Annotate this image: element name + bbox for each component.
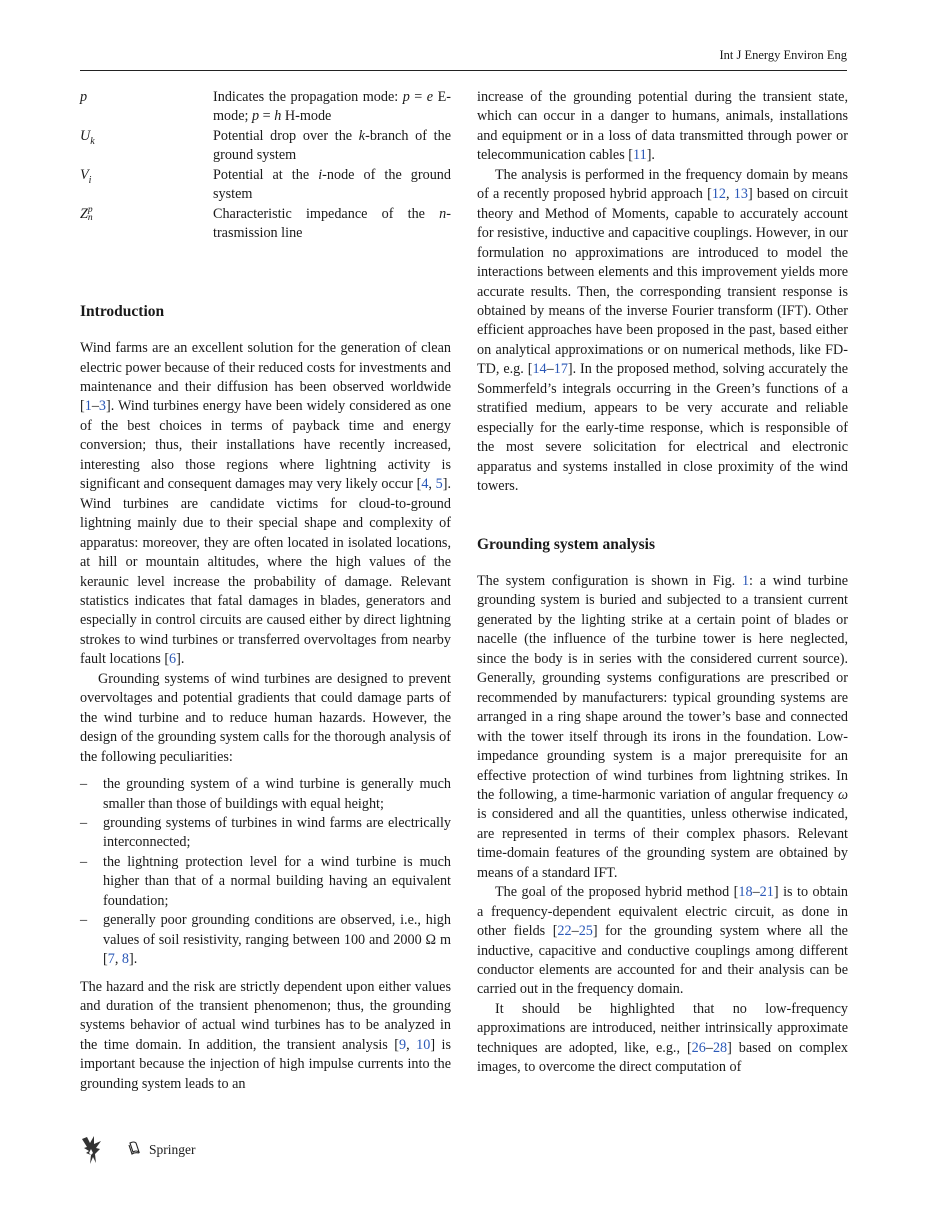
citation-link[interactable]: 3 xyxy=(98,398,107,415)
symbol-desc: Indicates the propagation mode: p = e E-mode; p = h H-mode xyxy=(213,89,451,125)
citation-link[interactable]: 17 xyxy=(553,361,568,378)
journal-name: Int J Energy Environ Eng xyxy=(719,48,847,62)
list-item: – grounding systems of turbines in wind farms are electrically interconnected; xyxy=(80,814,451,851)
paragraph: It should be highlighted that no low-frequency approximations are introduced, neither intrinsically approximate techniques are adopted, like, e.g., [26–28] based on complex images, to overcome the direct computation of xyxy=(477,1000,848,1076)
citation-link[interactable]: 4 xyxy=(421,476,429,493)
figure-link[interactable]: 1 xyxy=(741,572,750,589)
symbol-desc: Potential drop over the k-branch of the ground system xyxy=(213,127,451,164)
list-item: – the grounding system of a wind turbine is generally much smaller than those of buildings with equal height; xyxy=(80,776,451,812)
symbol-p: p xyxy=(80,89,88,105)
list-item: – the lightning protection level for a wind turbine is much higher than that of a normal building having an equivalent foundation; xyxy=(80,853,451,909)
citation-link[interactable]: 6 xyxy=(169,651,177,668)
citation-link[interactable]: 5 xyxy=(435,476,443,493)
section-heading-grounding: Grounding system analysis xyxy=(477,535,656,553)
citation-link[interactable]: 18 xyxy=(738,884,753,901)
citation-link[interactable]: 1 xyxy=(84,398,92,415)
paragraph: increase of the grounding potential during the transient state, which can occur in a danger to humans, animals, installations and equipment or in a loss of data transmitted through power or telecommunication cables [11]. xyxy=(477,89,848,164)
symbol-zn: Z p n xyxy=(80,204,93,223)
citation-link[interactable]: 25 xyxy=(578,923,593,940)
springer-horse-logo xyxy=(80,1135,102,1165)
publisher-name: Springer xyxy=(149,1142,196,1157)
symbol-uk: $U_k$ xyxy=(80,127,95,147)
symbol-desc: Potential at the i-node of the ground system xyxy=(213,166,451,203)
citation-link[interactable]: 28 xyxy=(712,1039,728,1056)
citation-link[interactable]: 14 xyxy=(532,361,547,378)
symbol-table xyxy=(80,88,451,244)
page-footer xyxy=(80,1134,196,1166)
paragraph: The system configuration is shown in Fig. 1: a wind turbine grounding system is buried and subjected to a transient current generated by the lighting strike at a certain point of blades or nacelle (the influence of the turbine tower is here neglected, since the body is in series with the considered current source). Generally, grounding systems configurations are prescribed or recommended by manufacturers: typical grounding systems are arranged in a ring shape around the tower’s base and connected with the tower itself through its irons in the foundation. Low-impedance grounding system is a major prerequisite for an effective protection of wind turbines from lightning strikes. In the following, a time-harmonic variation of angular frequency ω is considered and all the quantities, unless otherwise indicated, are represented in terms of their complex phasors. Relevant time-domain features of the grounding system are obtained by means of a standard IFT. xyxy=(477,572,848,881)
running-header xyxy=(80,48,847,71)
citation-link[interactable]: 7 xyxy=(107,951,115,968)
symbol-row xyxy=(80,166,451,205)
paragraph: Wind farms are an excellent solution for the generation of clean electric power because of their reduced costs for investments and maintenance and their diffusion has been observed worldwide [1–3]. Wind turbines energy have been widely considered as one of the best choices in terms of payback time and energy conversion; thus, their installations have recently increased, interesting also those regions where lightning activity is significant and consequent damages may very likely occur [4, 5]. Wind turbines are candidate victims for cloud-to-ground lightning mainly due to their special shape and complexity of apparatus: moreover, they are often located in isolated locations, at hill or mountain altitudes, where the high values of the keraunic level increase the probability of damage. Relevant statistics indicates that fatal damages in blades, generators and especially in control circuits are caused either by direct lightning strokes to wind turbines or transferred overvoltages from nearby fault locations [6]. xyxy=(80,340,452,668)
symbol-row xyxy=(80,205,451,244)
citation-link[interactable]: 22 xyxy=(557,923,572,940)
paragraph: Grounding systems of wind turbines are designed to prevent overvoltages and potential gradients that could damage parts of the wind turbine and to reduce human hazards. However, the design of the grounding system calls for the thorough analysis of the following peculiarities: xyxy=(80,670,451,765)
symbol-row xyxy=(80,88,451,127)
left-column xyxy=(80,88,451,1094)
paragraph: The hazard and the risk are strictly dependent upon either values and duration of the transient phenomenon; thus, the grounding systems behavior of actual wind turbines has to be analyzed in the time domain. In addition, the transient analysis [9, 10] is important because the injection of high impulse currents into the grounding system leads to an xyxy=(80,978,451,1092)
citation-link[interactable]: 12 xyxy=(711,186,726,203)
citation-link[interactable]: 8 xyxy=(121,951,130,968)
list-item: – generally poor grounding conditions are observed, i.e., high values of soil resistivity, ranging between 100 and 2000 Ω m [7, 8]. xyxy=(80,912,451,968)
paragraph: The goal of the proposed hybrid method [18–21] is to obtain a frequency-dependent equivalent electric circuit, as done in other fields [22–25] for the grounding system where all the inductive, capacitive and conductive couplings among different conductor elements are accounted for and their analysis can be carried out in the frequency domain. xyxy=(477,884,849,998)
paragraph: The analysis is performed in the frequency domain by means of a recently proposed hybrid approach [12, 13] based on circuit theory and Method of Moments, capable to accurately account for resistive, inductive and capacitive couplings. However, in our formulation no approximations are introduced to model the interactions between elements and this improvement yields more accurate results. Then, the corresponding transient response is obtained by means of the inverse Fourier transform (IFT). Other efficient approaches have been proposed in the past, based either on analytical approximations or on numerical methods, like FD-TD, e.g. [14–17]. In the proposed method, solving accurately the Sommerfeld’s integrals occurring in the Green’s functions of a stratified medium, appears to be very accurate and reliable especially for the early-time response, which is responsible of the most severe solicitation for electrical and electronic apparatus and systems installed in close proximity of the wind towers. xyxy=(477,166,849,495)
citation-link[interactable]: 26 xyxy=(691,1039,706,1056)
right-column xyxy=(477,88,848,1078)
section-heading-introduction: Introduction xyxy=(80,302,165,320)
symbol-row xyxy=(80,127,451,166)
citation-link[interactable]: 10 xyxy=(416,1036,431,1053)
citation-link[interactable]: 21 xyxy=(759,884,774,901)
symbol-vi: $V_i$ xyxy=(80,166,92,186)
citation-link[interactable]: 11 xyxy=(633,147,647,164)
springer-book-icon xyxy=(128,1141,141,1160)
citation-link[interactable]: 13 xyxy=(733,186,748,203)
citation-link[interactable]: 9 xyxy=(399,1036,407,1053)
symbol-desc: Characteristic impedance of the n-trasmission line xyxy=(213,205,451,242)
peculiarities-list xyxy=(80,775,451,970)
